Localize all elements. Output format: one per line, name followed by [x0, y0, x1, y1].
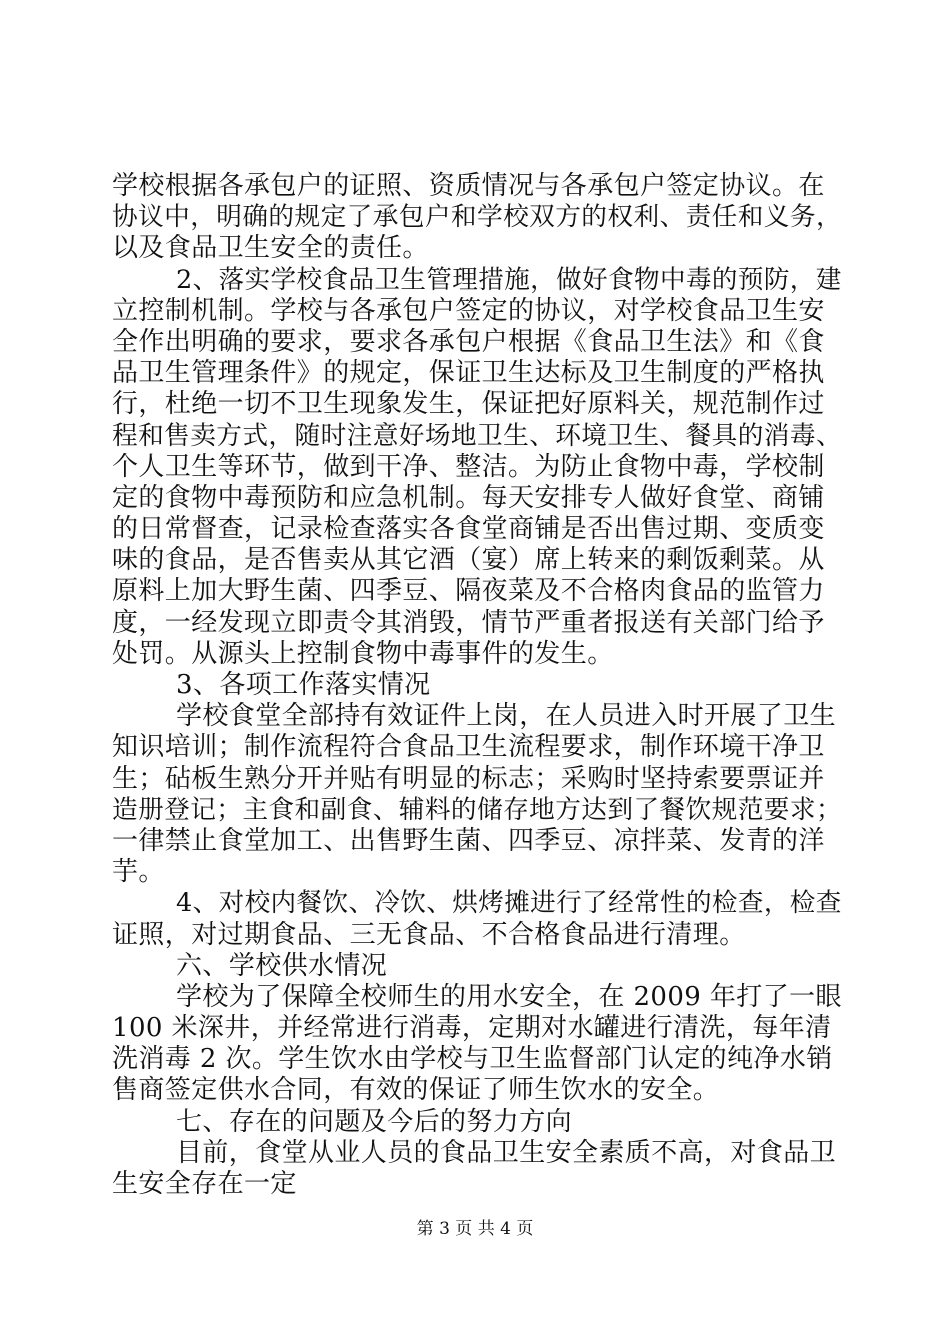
text-line: 行，杜绝一切不卫生现象发生，保证把好原料关，规范制作过	[112, 389, 825, 420]
text-line: 学校为了保障全校师生的用水安全，在 2009 年打了一眼	[176, 981, 842, 1012]
text-line: 原料上加大野生菌、四季豆、隔夜菜及不合格肉食品的监管力	[112, 576, 825, 607]
text-line: 2、落实学校食品卫生管理措施，做好食物中毒的预防，建	[176, 264, 842, 295]
text-line: 3、各项工作落实情况	[176, 670, 431, 700]
text-line: 生；砧板生熟分开并贴有明显的标志；采购时坚持索要票证并	[112, 763, 825, 794]
text-line: 造册登记；主食和副食、辅料的储存地方达到了餐饮规范要求；	[112, 794, 843, 825]
text-line: 证照，对过期食品、三无食品、不合格食品进行清理。	[112, 919, 746, 950]
text-line: 一律禁止食堂加工、出售野生菌、四季豆、凉拌菜、发青的洋	[112, 825, 825, 856]
page-footer: 第 3 页 共 4 页	[416, 1219, 534, 1239]
text-line: 处罚。从源头上控制食物中毒事件的发生。	[112, 638, 614, 669]
text-line: 定的食物中毒预防和应急机制。每天安排专人做好食堂、商铺	[112, 482, 825, 513]
text-line: 度，一经发现立即责令其消毁，情节严重者报送有关部门给予	[112, 607, 825, 638]
text-line: 洗消毒 2 次。学生饮水由学校与卫生监督部门认定的纯净水销	[112, 1044, 833, 1075]
text-line: 生安全存在一定	[112, 1169, 297, 1199]
text-line: 品卫生管理条件》的规定，保证卫生达标及卫生制度的严格执	[112, 358, 825, 389]
text-line: 100 米深井，并经常进行消毒，定期对水罐进行清洗，每年清	[112, 1013, 832, 1044]
text-line: 味的食品，是否售卖从其它酒（宴）席上转来的剩饭剩菜。从	[112, 545, 825, 576]
text-line: 芋。	[112, 857, 165, 888]
text-line: 知识培训；制作流程符合食品卫生流程要求，制作环境干净卫	[112, 732, 825, 763]
text-line: 的日常督查，记录检查落实各食堂商铺是否出售过期、变质变	[112, 514, 825, 545]
document-body	[112, 171, 842, 1200]
text-line: 售商签定供水合同，有效的保证了师生饮水的安全。	[112, 1075, 720, 1106]
text-line: 目前，食堂从业人员的食品卫生安全素质不高，对食品卫	[176, 1137, 837, 1168]
text-line: 以及食品卫生安全的责任。	[112, 233, 429, 264]
text-line: 4、对校内餐饮、冷饮、烘烤摊进行了经常性的检查，检查	[176, 888, 842, 919]
text-line: 立控制机制。学校与各承包户签定的协议，对学校食品卫生安	[112, 295, 825, 326]
text-line: 六、学校供水情况	[176, 950, 388, 981]
text-line: 七、存在的问题及今后的努力方向	[176, 1106, 573, 1137]
text-line: 协议中，明确的规定了承包户和学校双方的权利、责任和义务，	[112, 202, 843, 233]
text-line: 全作出明确的要求，要求各承包户根据《食品卫生法》和《食	[112, 326, 825, 357]
text-line: 个人卫生等环节，做到干净、整洁。为防止食物中毒，学校制	[112, 451, 825, 482]
text-line: 学校根据各承包户的证照、资质情况与各承包户签定协议。在	[112, 171, 825, 201]
text-line: 学校食堂全部持有效证件上岗，在人员进入时开展了卫生	[176, 701, 837, 732]
text-line: 程和售卖方式，随时注意好场地卫生、环境卫生、餐具的消毒、	[112, 420, 843, 451]
